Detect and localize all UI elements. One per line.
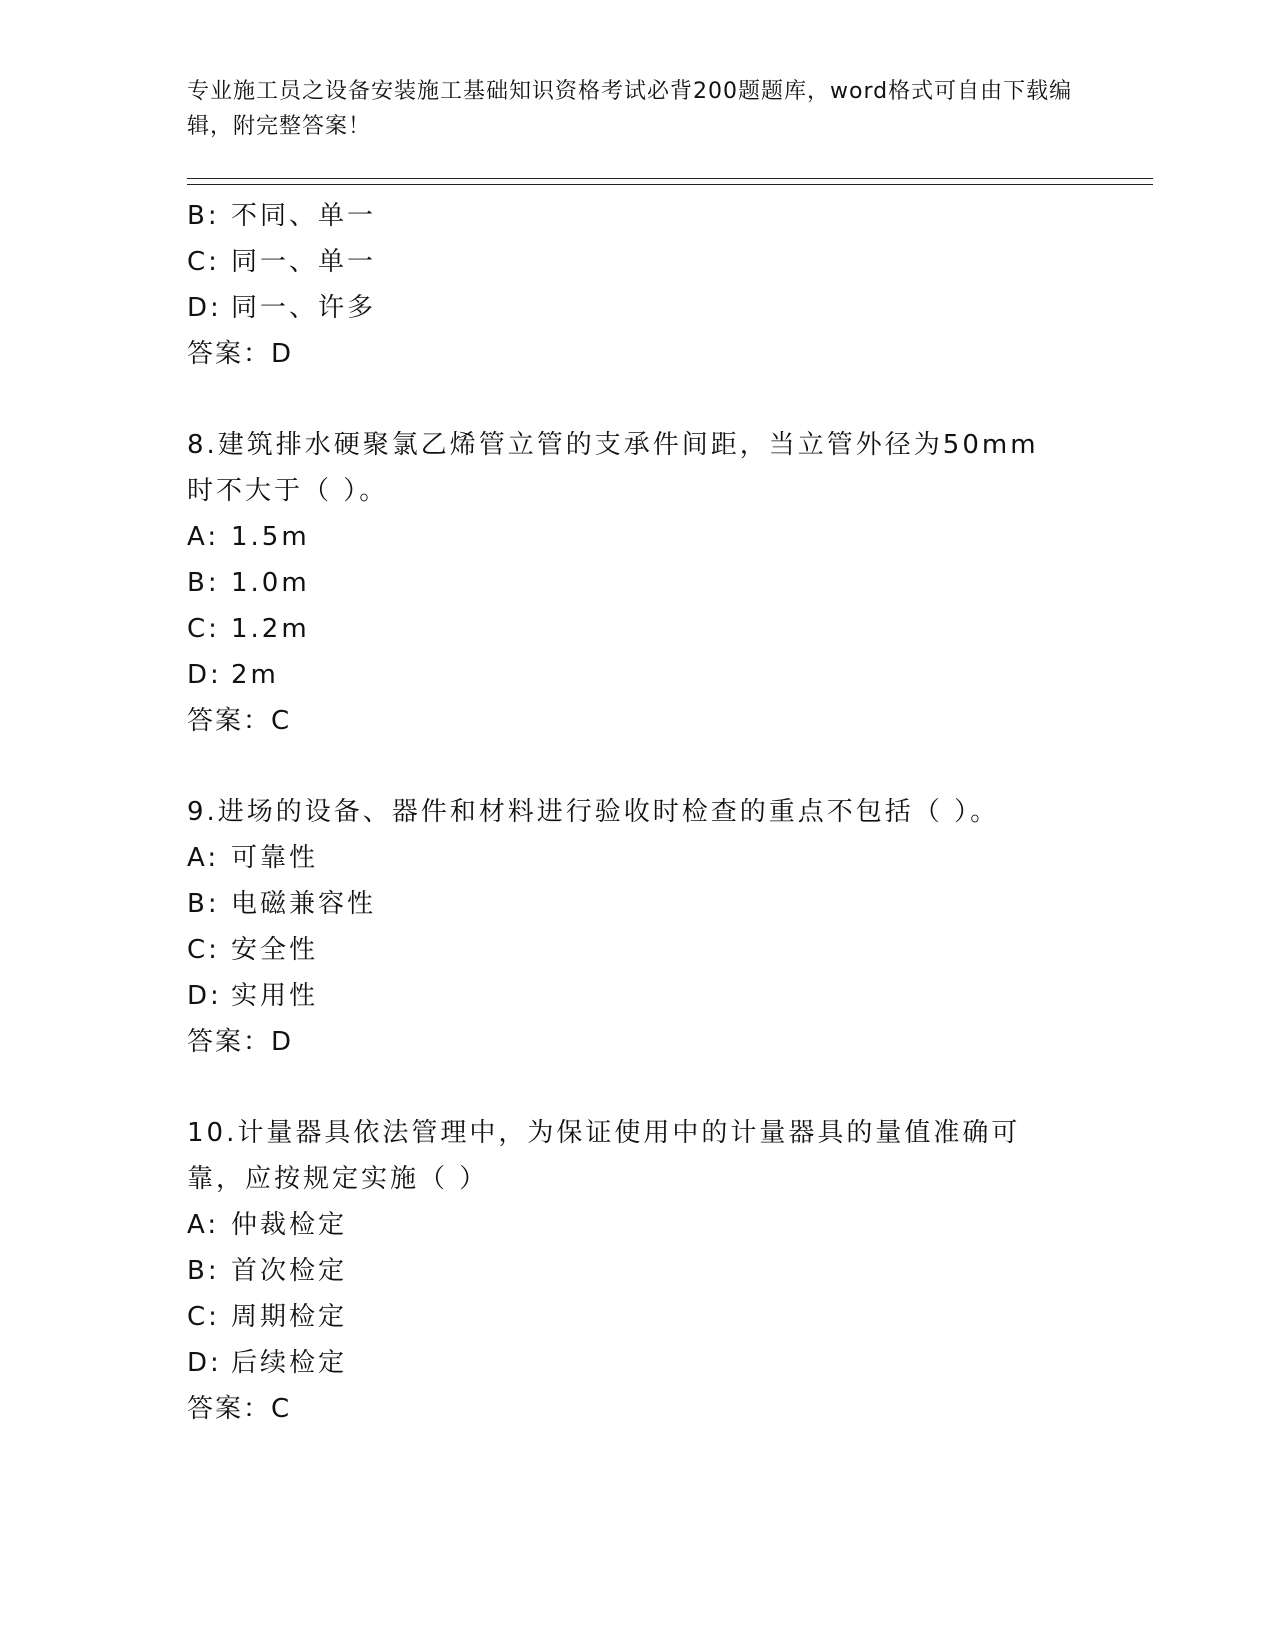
question-stem: 9.进场的设备、器件和材料进行验收时检查的重点不包括（ ）。 <box>187 797 1000 827</box>
option-a: A: 1.5m <box>187 522 310 552</box>
option-a: A: 可靠性 <box>187 843 319 873</box>
question-9 <box>187 789 1087 1065</box>
answer-line: 答案：C <box>187 706 292 736</box>
question-10 <box>187 1110 1087 1432</box>
document-header: 专业施工员之设备安装施工基础知识资格考试必背200题题库，word格式可自由下载编辑，附完整答案！ <box>187 79 1073 139</box>
question-stem: 10.计量器具依法管理中，为保证使用中的计量器具的量值准确可靠，应按规定实施（ ） <box>187 1118 1021 1194</box>
answer-line: 答案：C <box>187 1394 292 1424</box>
option-b: B: 电磁兼容性 <box>187 889 377 919</box>
option-c: C: 安全性 <box>187 935 319 965</box>
question-stem: 8.建筑排水硬聚氯乙烯管立管的支承件间距，当立管外径为50mm时不大于（ ）。 <box>187 430 1039 506</box>
option-c: C: 同一、单一 <box>187 247 377 277</box>
answer-line: 答案：D <box>187 339 294 369</box>
option-d: D: 同一、许多 <box>187 293 377 323</box>
option-b: B: 不同、单一 <box>187 201 377 231</box>
partial-question <box>187 193 1087 377</box>
option-b: B: 首次检定 <box>187 1256 348 1286</box>
answer-line: 答案：D <box>187 1027 294 1057</box>
option-d: D: 后续检定 <box>187 1348 348 1378</box>
option-d: D: 2m <box>187 660 279 690</box>
option-c: C: 1.2m <box>187 614 310 644</box>
option-a: A: 仲裁检定 <box>187 1210 348 1240</box>
option-b: B: 1.0m <box>187 568 310 598</box>
header-rule <box>187 178 1153 185</box>
option-c: C: 周期检定 <box>187 1302 348 1332</box>
question-list <box>187 193 1087 1432</box>
question-8 <box>187 422 1087 744</box>
option-d: D: 实用性 <box>187 981 319 1011</box>
